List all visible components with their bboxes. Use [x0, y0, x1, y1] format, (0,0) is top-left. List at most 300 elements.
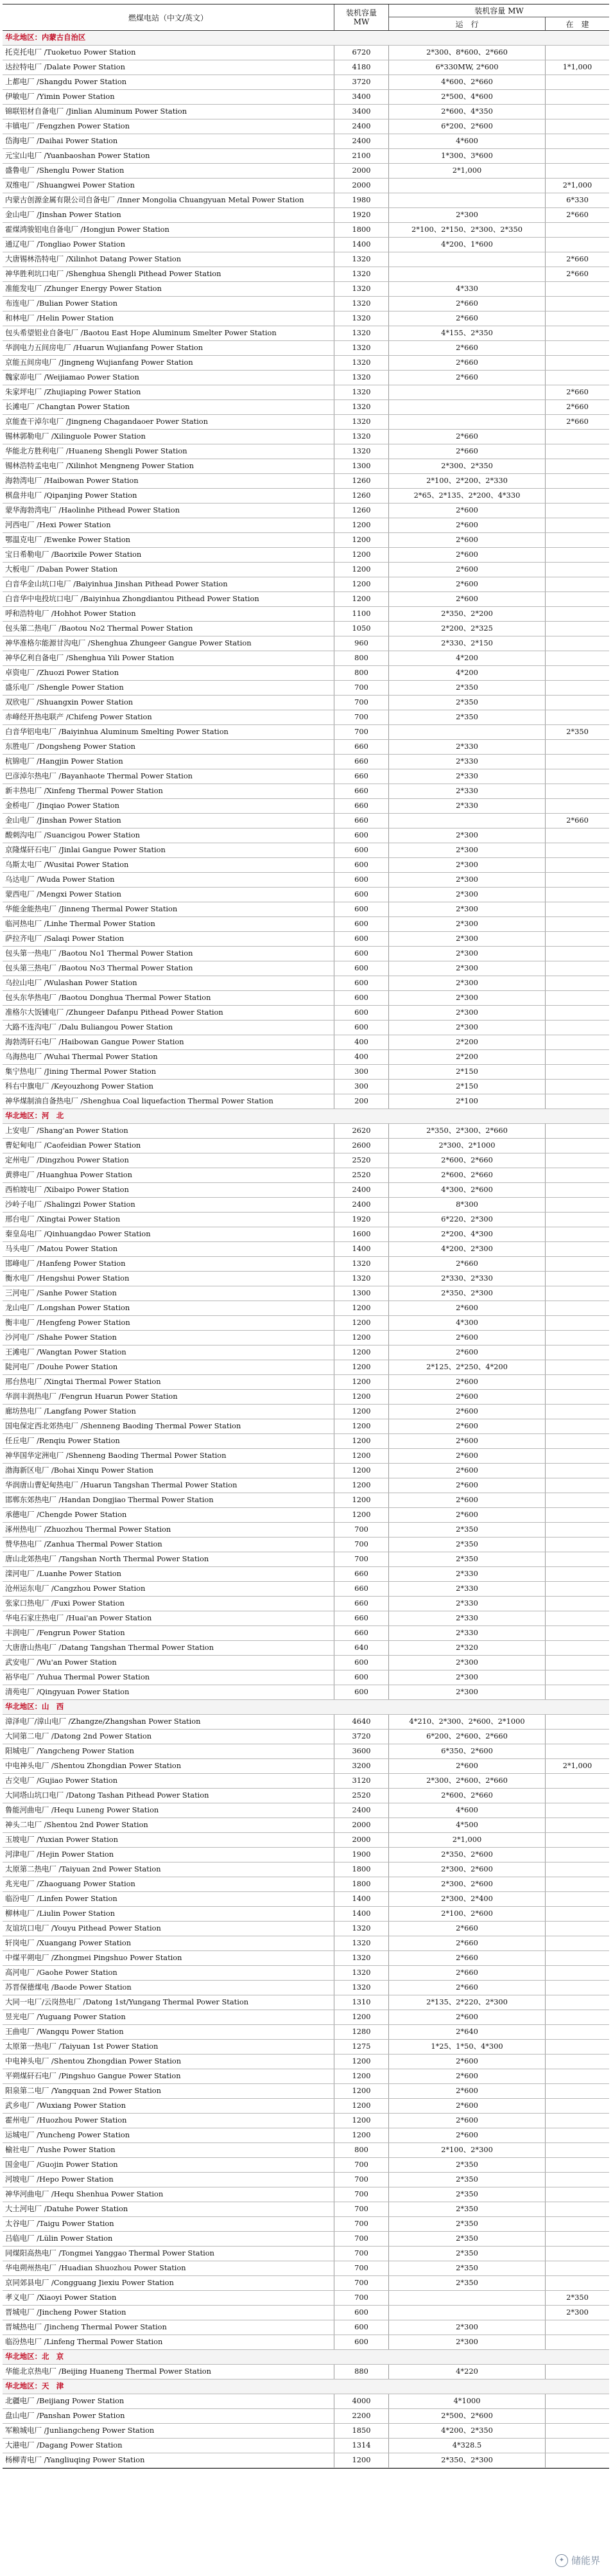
- station-name-cell: 渤海新区电厂 /Bohai Xinqu Power Station: [3, 1464, 334, 1478]
- table-row: [3, 267, 609, 282]
- running-units-cell: 2*600、2*660: [389, 1153, 546, 1168]
- station-name-cell: 武安电厂 /Wu'an Power Station: [3, 1656, 334, 1670]
- station-name-cell: 陡河电厂 /Douhe Power Station: [3, 1360, 334, 1374]
- running-units-cell: 2*300、8*600、2*660: [389, 46, 546, 60]
- table-row: [3, 784, 609, 799]
- under-construction-cell: [546, 223, 609, 237]
- station-name-cell: 吕临电厂 /Lülin Power Station: [3, 2232, 334, 2246]
- capacity-cell: 700: [334, 1538, 389, 1552]
- running-units-cell: 2*300: [389, 1006, 546, 1020]
- under-construction-cell: [546, 504, 609, 518]
- running-units-cell: 2*600: [389, 1508, 546, 1522]
- under-construction-cell: [546, 1789, 609, 1803]
- station-name-cell: 晋城电厂 /Jincheng Power Station: [3, 2306, 334, 2320]
- running-units-cell: 2*350: [389, 2217, 546, 2231]
- station-name-cell: 张家口热电厂 /Fuxi Power Station: [3, 1597, 334, 1611]
- station-name-cell: 晋城热电厂 /Jincheng Thermal Power Station: [3, 2320, 334, 2335]
- under-construction-cell: [546, 1892, 609, 1906]
- running-units-cell: 2*1,000: [389, 164, 546, 178]
- under-construction-cell: [546, 710, 609, 724]
- capacity-cell: 1320: [334, 1966, 389, 1980]
- running-units-cell: 2*660: [389, 1922, 546, 1936]
- station-name-cell: 神华亿利自备电厂 /Shenghua Yili Power Station: [3, 651, 334, 665]
- running-units-cell: 4*300: [389, 1316, 546, 1330]
- table-row: [3, 932, 609, 947]
- table-row: [3, 1597, 609, 1611]
- under-construction-cell: [546, 917, 609, 931]
- header-group-label: 装机容量 MW: [389, 4, 609, 17]
- station-name-cell: 西柏坡电厂 /Xibaipo Power Station: [3, 1183, 334, 1197]
- table-row: [3, 223, 609, 238]
- station-name-cell: 集宁热电厂 /Jining Thermal Power Station: [3, 1065, 334, 1079]
- capacity-cell: 640: [334, 1641, 389, 1655]
- station-name-cell: 包头希望铝业自备电厂 /Baotou East Hope Aluminum Smelter Power Station: [3, 326, 334, 340]
- station-name-cell: 华能北京热电厂 /Beijing Huaneng Thermal Power Station: [3, 2365, 334, 2379]
- station-name-cell: 伊敏电厂 /Yimin Power Station: [3, 90, 334, 104]
- under-construction-cell: [546, 932, 609, 946]
- station-name-cell: 高河电厂 /Gaohe Power Station: [3, 1966, 334, 1980]
- running-units-cell: 2*660: [389, 1981, 546, 1995]
- table-row: [3, 991, 609, 1006]
- table-row: [3, 1360, 609, 1375]
- under-construction-cell: [546, 902, 609, 916]
- under-construction-cell: [546, 1405, 609, 1419]
- table-row: [3, 1242, 609, 1257]
- under-construction-cell: [546, 1153, 609, 1168]
- running-units-cell: 2*300: [389, 1670, 546, 1685]
- region-header-row: [3, 1109, 609, 1124]
- table-row: [3, 1094, 609, 1109]
- running-units-cell: 2*300: [389, 873, 546, 887]
- running-units-cell: 2*125、2*250、4*200: [389, 1360, 546, 1374]
- running-units-cell: 2*600: [389, 2099, 546, 2113]
- running-units-cell: 2*300: [389, 858, 546, 872]
- under-construction-cell: [546, 1818, 609, 1832]
- under-construction-cell: [546, 1213, 609, 1227]
- under-construction-cell: [546, 858, 609, 872]
- running-units-cell: 2*660: [389, 1951, 546, 1965]
- under-construction-cell: [546, 1670, 609, 1685]
- under-construction-cell: [546, 1316, 609, 1330]
- table-row: [3, 976, 609, 991]
- table-row: [3, 533, 609, 548]
- capacity-cell: 3600: [334, 1744, 389, 1758]
- table-row: [3, 2365, 609, 2379]
- station-name-cell: 沧州运东电厂 /Cangzhou Power Station: [3, 1582, 334, 1596]
- running-units-cell: 2*600: [389, 2069, 546, 2083]
- station-name-cell: 运城电厂 /Yuncheng Power Station: [3, 2128, 334, 2142]
- station-name-cell: 锦联铝材自备电厂 /Jinlian Aluminum Power Station: [3, 105, 334, 119]
- station-name-cell: 盛乐电厂 /Shengle Power Station: [3, 681, 334, 695]
- under-construction-cell: [546, 2114, 609, 2128]
- under-construction-cell: [546, 1345, 609, 1360]
- station-name-cell: 神华煤制油自备热电厂 /Shenghua Coal liquefaction Thermal Power Station: [3, 1094, 334, 1108]
- capacity-cell: 1200: [334, 2055, 389, 2069]
- station-name-cell: 古交电厂 /Gujiao Power Station: [3, 1774, 334, 1788]
- capacity-cell: 1920: [334, 208, 389, 222]
- running-units-cell: 2*300、2*1000: [389, 1139, 546, 1153]
- capacity-cell: 4180: [334, 60, 389, 74]
- under-construction-cell: [546, 1198, 609, 1212]
- under-construction-cell: [546, 947, 609, 961]
- table-row: [3, 1995, 609, 2010]
- table-row: [3, 622, 609, 636]
- running-units-cell: 2*300: [389, 2320, 546, 2335]
- station-name-cell: 沙河电厂 /Shahe Power Station: [3, 1331, 334, 1345]
- table-row: [3, 2232, 609, 2247]
- table-row: [3, 1390, 609, 1405]
- capacity-cell: 600: [334, 1670, 389, 1685]
- under-construction-cell: [546, 1464, 609, 1478]
- running-units-cell: 2*330: [389, 799, 546, 813]
- capacity-cell: 700: [334, 2261, 389, 2275]
- running-units-cell: 2*600: [389, 1419, 546, 1433]
- under-construction-cell: [546, 1006, 609, 1020]
- table-row: [3, 2143, 609, 2158]
- under-construction-cell: [546, 1538, 609, 1552]
- capacity-cell: 400: [334, 1035, 389, 1049]
- table-row: [3, 1685, 609, 1700]
- station-name-cell: 鄂温克电厂 /Ewenke Power Station: [3, 533, 334, 547]
- station-name-cell: 上都电厂 /Shangdu Power Station: [3, 75, 334, 89]
- station-name-cell: 河西电厂 /Hexi Power Station: [3, 518, 334, 532]
- station-name-cell: 包头第一热电厂 /Baotou No1 Thermal Power Station: [3, 947, 334, 961]
- capacity-cell: 1200: [334, 1390, 389, 1404]
- under-construction-cell: [546, 1183, 609, 1197]
- table-row: [3, 1833, 609, 1848]
- capacity-cell: 1600: [334, 1227, 389, 1241]
- station-name-cell: 杭锦电厂 /Hangjin Power Station: [3, 755, 334, 769]
- capacity-cell: 4000: [334, 2394, 389, 2408]
- table-row: [3, 2306, 609, 2320]
- station-name-cell: 大土河电厂 /Datuhe Power Station: [3, 2202, 334, 2216]
- station-name-cell: 清苑电厂 /Qingyuan Power Station: [3, 1685, 334, 1699]
- under-construction-cell: 2*660: [546, 252, 609, 267]
- station-name-cell: 双欣电厂 /Shuangxin Power Station: [3, 696, 334, 710]
- table-row: [3, 1567, 609, 1582]
- running-units-cell: [389, 725, 546, 739]
- table-row: [3, 1656, 609, 1670]
- station-name-cell: 武乡电厂 /Wuxiang Power Station: [3, 2099, 334, 2113]
- table-row: [3, 193, 609, 208]
- under-construction-cell: [546, 518, 609, 532]
- station-name-cell: 承德电厂 /Chengde Power Station: [3, 1508, 334, 1522]
- table-row: [3, 1035, 609, 1050]
- running-units-cell: 2*200: [389, 1035, 546, 1049]
- station-name-cell: 蒙华海勃湾电厂 /Haolinhe Pithead Power Station: [3, 504, 334, 518]
- capacity-cell: 1310: [334, 1995, 389, 2010]
- table-row: [3, 459, 609, 474]
- table-row: [3, 2128, 609, 2143]
- station-name-cell: 京隆煤矸石电厂 /Jinlai Gangue Power Station: [3, 843, 334, 857]
- running-units-cell: 2*300: [389, 1656, 546, 1670]
- region-label: 华北地区：内蒙古自治区: [3, 31, 609, 45]
- running-units-cell: 4*200: [389, 651, 546, 665]
- running-units-cell: 2*600: [389, 2114, 546, 2128]
- under-construction-cell: [546, 149, 609, 163]
- station-name-cell: 丰润电厂 /Fengrun Power Station: [3, 1626, 334, 1640]
- running-units-cell: 6*220、2*300: [389, 1213, 546, 1227]
- station-name-cell: 苏晋保德煤电 /Baode Power Station: [3, 1981, 334, 1995]
- running-units-cell: 2*660: [389, 1966, 546, 1980]
- under-construction-cell: [546, 843, 609, 857]
- under-construction-cell: [546, 2409, 609, 2423]
- table-row: [3, 1508, 609, 1523]
- region-header-row: [3, 1700, 609, 1715]
- running-units-cell: 2*350: [389, 1523, 546, 1537]
- station-name-cell: 神华国华定洲电厂 /Shenneng Baoding Thermal Power Station: [3, 1449, 334, 1463]
- under-construction-cell: [546, 1257, 609, 1271]
- under-construction-cell: [546, 1493, 609, 1507]
- under-construction-cell: [546, 75, 609, 89]
- table-row: [3, 1375, 609, 1390]
- station-name-cell: 华润丰润热电厂 /Fengrun Huarun Power Station: [3, 1390, 334, 1404]
- table-row: [3, 858, 609, 873]
- table-row: [3, 873, 609, 888]
- running-units-cell: 2*500、4*600: [389, 90, 546, 104]
- header-capacity-group: [389, 4, 609, 30]
- running-units-cell: 2*600: [389, 1301, 546, 1315]
- region-header-row: [3, 2350, 609, 2365]
- capacity-cell: 1800: [334, 1877, 389, 1891]
- station-name-cell: 科右中旗电厂 /Keyouzhong Power Station: [3, 1080, 334, 1094]
- station-name-cell: 临汾热电厂 /Linfeng Thermal Power Station: [3, 2335, 334, 2349]
- station-name-cell: 同煤阳高热电厂 /Tongmei Yanggao Thermal Power Station: [3, 2247, 334, 2261]
- running-units-cell: 2*600: [389, 1449, 546, 1463]
- table-row: [3, 149, 609, 164]
- under-construction-cell: [546, 105, 609, 119]
- capacity-cell: 600: [334, 828, 389, 843]
- station-name-cell: 卓资电厂 /Zhuozi Power Station: [3, 666, 334, 680]
- capacity-cell: 400: [334, 1050, 389, 1064]
- station-name-cell: 巴彦淖尔热电厂 /Bayanhaote Thermal Power Station: [3, 769, 334, 784]
- station-name-cell: 太原第一热电厂 /Taiyuan 1st Power Station: [3, 2040, 334, 2054]
- table-row: [3, 2099, 609, 2114]
- table-row: [3, 2084, 609, 2099]
- station-name-cell: 棋盘井电厂 /Qipanjing Power Station: [3, 489, 334, 503]
- table-row: [3, 1611, 609, 1626]
- capacity-cell: 1980: [334, 193, 389, 207]
- table-row: [3, 1715, 609, 1730]
- under-construction-cell: [546, 2084, 609, 2098]
- running-units-cell: 6*200、2*600、2*660: [389, 1730, 546, 1744]
- station-name-cell: 宝日希勒电厂 /Baorixile Power Station: [3, 548, 334, 562]
- table-row: [3, 666, 609, 681]
- station-name-cell: 沙岭子电厂 /Shalingzi Power Station: [3, 1198, 334, 1212]
- capacity-cell: 700: [334, 2173, 389, 2187]
- station-name-cell: 河津电厂 /Hejin Power Station: [3, 1848, 334, 1862]
- table-row: [3, 341, 609, 356]
- header-running: 运 行: [389, 17, 546, 30]
- capacity-cell: 1200: [334, 2453, 389, 2467]
- running-units-cell: 2*330: [389, 1597, 546, 1611]
- under-construction-cell: [546, 90, 609, 104]
- under-construction-cell: [546, 326, 609, 340]
- table-row: [3, 311, 609, 326]
- under-construction-cell: [546, 311, 609, 326]
- under-construction-cell: [546, 341, 609, 355]
- running-units-cell: 2*350: [389, 2232, 546, 2246]
- under-construction-cell: 2*660: [546, 814, 609, 828]
- capacity-cell: 1320: [334, 297, 389, 311]
- station-name-cell: 白音华中电投坑口电厂 /Baiyinhua Zhongdiantou Pithead Power Station: [3, 592, 334, 606]
- station-name-cell: 临河热电厂 /Linhe Thermal Power Station: [3, 917, 334, 931]
- under-construction-cell: [546, 961, 609, 976]
- capacity-cell: 1200: [334, 533, 389, 547]
- running-units-cell: 4*600: [389, 1803, 546, 1818]
- running-units-cell: 4*328.5: [389, 2439, 546, 2453]
- table-row: [3, 1405, 609, 1419]
- table-row: [3, 1951, 609, 1966]
- under-construction-cell: [546, 696, 609, 710]
- running-units-cell: 2*600: [389, 2055, 546, 2069]
- under-construction-cell: [546, 577, 609, 591]
- table-row: [3, 1789, 609, 1803]
- header-under-construction: 在 建: [546, 17, 609, 30]
- running-units-cell: [389, 415, 546, 429]
- station-name-cell: 京同郊县电厂 /Congguang Jiexiu Power Station: [3, 2276, 334, 2290]
- capacity-cell: 1200: [334, 1316, 389, 1330]
- station-name-cell: 丰镇电厂 /Fengzhen Power Station: [3, 119, 334, 134]
- under-construction-cell: [546, 1730, 609, 1744]
- station-name-cell: 盛鲁电厂 /Shenglu Power Station: [3, 164, 334, 178]
- running-units-cell: 2*300: [389, 947, 546, 961]
- table-row: [3, 518, 609, 533]
- running-units-cell: [389, 385, 546, 399]
- station-name-cell: 乌达电厂 /Wuda Power Station: [3, 873, 334, 887]
- capacity-cell: 660: [334, 799, 389, 813]
- under-construction-cell: [546, 1833, 609, 1847]
- under-construction-cell: [546, 828, 609, 843]
- under-construction-cell: [546, 666, 609, 680]
- running-units-cell: 4*210、2*300、2*600、2*1000: [389, 1715, 546, 1729]
- table-row: [3, 2291, 609, 2306]
- table-row: [3, 681, 609, 696]
- capacity-cell: 1200: [334, 548, 389, 562]
- station-name-cell: 临汾电厂 /Linfen Power Station: [3, 1892, 334, 1906]
- station-name-cell: 白音华金山坑口电厂 /Baiyinhua Jinshan Pithead Power Station: [3, 577, 334, 591]
- running-units-cell: 2*600、2*660: [389, 1168, 546, 1182]
- capacity-cell: 660: [334, 740, 389, 754]
- capacity-cell: 2000: [334, 1833, 389, 1847]
- station-name-cell: 中电神头电厂 /Shentou Zhongdian Power Station: [3, 2055, 334, 2069]
- under-construction-cell: [546, 1168, 609, 1182]
- capacity-cell: 1320: [334, 371, 389, 385]
- capacity-cell: 660: [334, 784, 389, 798]
- running-units-cell: 2*300、2*600、2*660: [389, 1774, 546, 1788]
- capacity-cell: 1200: [334, 2114, 389, 2128]
- running-units-cell: [389, 193, 546, 207]
- running-units-cell: 2*330: [389, 740, 546, 754]
- under-construction-cell: [546, 888, 609, 902]
- station-name-cell: 东胜电厂 /Dongsheng Power Station: [3, 740, 334, 754]
- capacity-cell: 1200: [334, 1301, 389, 1315]
- capacity-cell: 800: [334, 2143, 389, 2157]
- table-row: [3, 1449, 609, 1464]
- table-row: [3, 1124, 609, 1139]
- running-units-cell: 2*350、2*300: [389, 1286, 546, 1301]
- station-name-cell: 准能发电厂 /Zhunger Energy Power Station: [3, 282, 334, 296]
- station-name-cell: 秦皇岛电厂 /Qinhuangdao Power Station: [3, 1227, 334, 1241]
- station-name-cell: 布连电厂 /Bulian Power Station: [3, 297, 334, 311]
- capacity-cell: 1200: [334, 1464, 389, 1478]
- running-units-cell: 2*330: [389, 784, 546, 798]
- station-name-cell: 包头第三热电厂 /Baotou No3 Thermal Power Station: [3, 961, 334, 976]
- table-row: [3, 90, 609, 105]
- running-units-cell: 2*600: [389, 563, 546, 577]
- under-construction-cell: 2*350: [546, 725, 609, 739]
- table-row: [3, 1050, 609, 1065]
- running-units-cell: 2*600: [389, 1405, 546, 1419]
- station-name-cell: 华电石家庄热电厂 /Huai'an Power Station: [3, 1611, 334, 1625]
- table-row: [3, 252, 609, 267]
- table-row: [3, 548, 609, 563]
- under-construction-cell: [546, 1656, 609, 1670]
- table-row: [3, 1345, 609, 1360]
- under-construction-cell: [546, 976, 609, 990]
- table-row: [3, 415, 609, 430]
- running-units-cell: 2*640: [389, 2025, 546, 2039]
- capacity-cell: 1320: [334, 252, 389, 267]
- under-construction-cell: [546, 2424, 609, 2438]
- table-row: [3, 888, 609, 902]
- capacity-cell: 2000: [334, 179, 389, 193]
- station-name-cell: 赞华热电厂 /Zanhua Thermal Power Station: [3, 1538, 334, 1552]
- capacity-cell: 600: [334, 961, 389, 976]
- under-construction-cell: 2*350: [546, 2291, 609, 2305]
- station-name-cell: 呼和浩特电厂 /Hohhot Power Station: [3, 607, 334, 621]
- under-construction-cell: [546, 1862, 609, 1877]
- under-construction-cell: 1*1,000: [546, 60, 609, 74]
- station-name-cell: 赤峰经开热电联产 /Chifeng Power Station: [3, 710, 334, 724]
- table-row: [3, 1818, 609, 1833]
- station-name-cell: 昱光电厂 /Yuguang Power Station: [3, 2010, 334, 2024]
- table-row: [3, 2261, 609, 2276]
- under-construction-cell: 2*660: [546, 385, 609, 399]
- capacity-cell: 1200: [334, 592, 389, 606]
- running-units-cell: 4*300、2*600: [389, 1183, 546, 1197]
- running-units-cell: 2*100、2*600: [389, 1907, 546, 1921]
- running-units-cell: [389, 2291, 546, 2305]
- capacity-cell: 1320: [334, 267, 389, 281]
- capacity-cell: 600: [334, 947, 389, 961]
- table-row: [3, 1021, 609, 1035]
- table-row: [3, 1582, 609, 1597]
- running-units-cell: 2*350: [389, 681, 546, 695]
- table-row: [3, 1862, 609, 1877]
- station-name-cell: 邯郸东郊热电厂 /Handan Dongjiao Thermal Power Station: [3, 1493, 334, 1507]
- table-row: [3, 2158, 609, 2173]
- running-units-cell: [389, 814, 546, 828]
- capacity-cell: 1320: [334, 282, 389, 296]
- under-construction-cell: [546, 1774, 609, 1788]
- running-units-cell: 2*660: [389, 444, 546, 459]
- station-name-cell: 衡水电厂 /Hengshui Power Station: [3, 1272, 334, 1286]
- capacity-cell: 1400: [334, 1242, 389, 1256]
- running-units-cell: [389, 400, 546, 414]
- running-units-cell: 2*660: [389, 1936, 546, 1950]
- capacity-cell: 660: [334, 769, 389, 784]
- table-row: [3, 607, 609, 622]
- under-construction-cell: [546, 2232, 609, 2246]
- under-construction-cell: [546, 1360, 609, 1374]
- station-name-cell: 北疆电厂 /Beijiang Power Station: [3, 2394, 334, 2408]
- table-row: [3, 1774, 609, 1789]
- under-construction-cell: [546, 1715, 609, 1729]
- running-units-cell: 2*300: [389, 888, 546, 902]
- under-construction-cell: [546, 1552, 609, 1566]
- running-units-cell: 2*300: [389, 843, 546, 857]
